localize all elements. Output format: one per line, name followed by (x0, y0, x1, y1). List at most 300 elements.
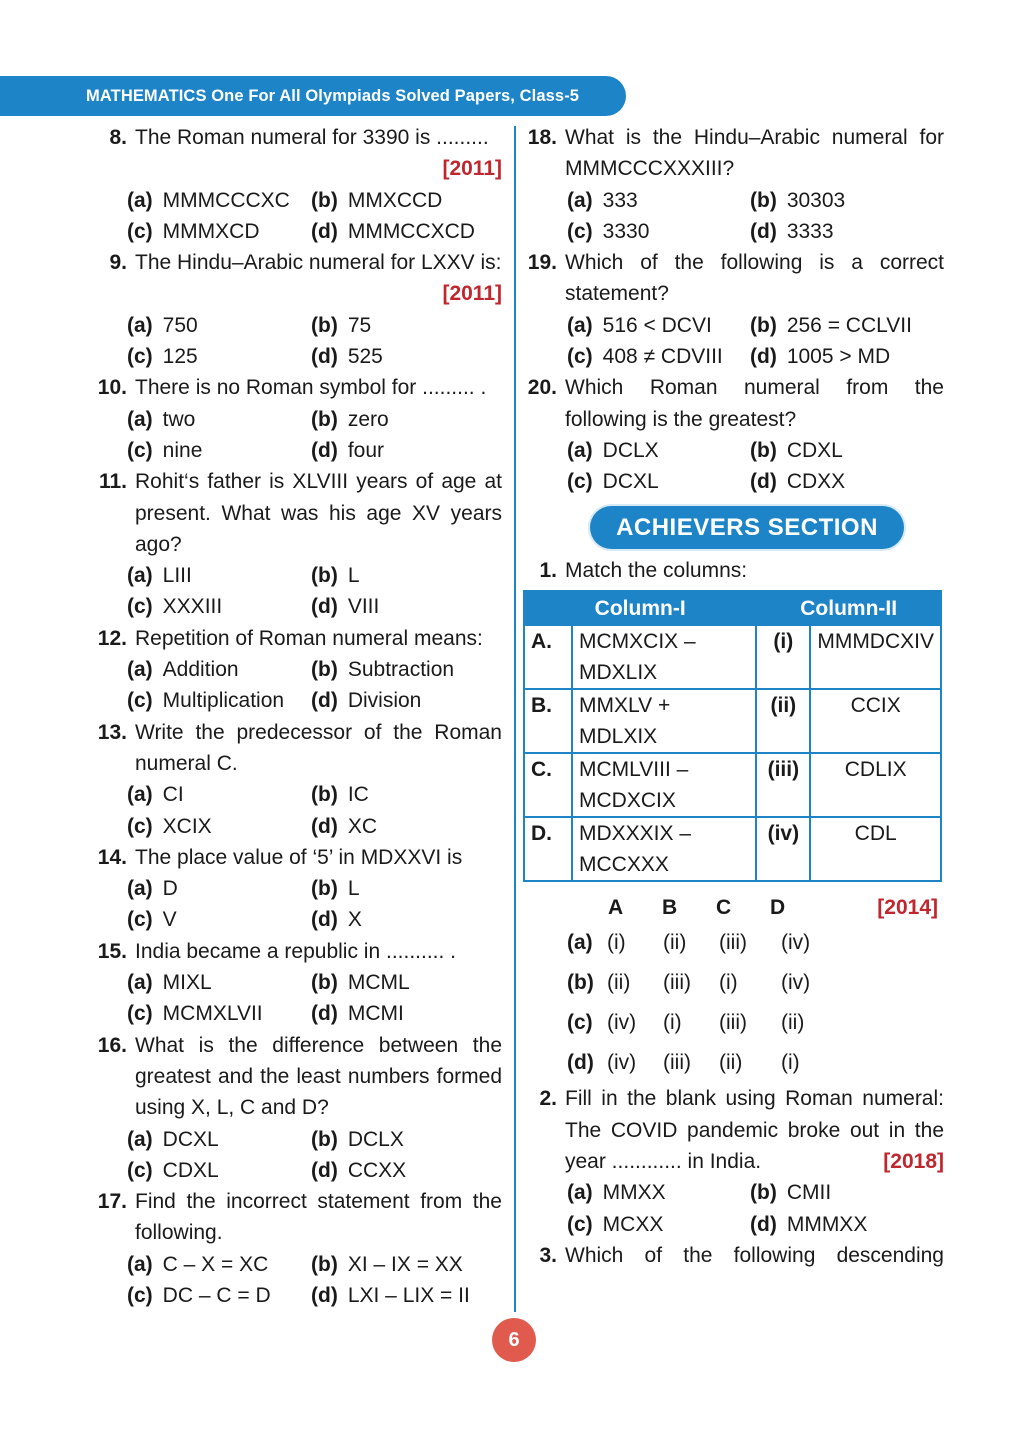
option (311, 341, 502, 372)
question-block (80, 842, 502, 936)
option (311, 1124, 502, 1155)
question-number: 11. (98, 470, 127, 494)
option (127, 404, 311, 435)
answer-value: (iii) (663, 1051, 691, 1075)
column-ii-cell: CCIX (810, 689, 941, 753)
answer-value: (iv) (607, 1051, 637, 1075)
answer-value: (ii) (607, 971, 631, 995)
option-value: CCXX (347, 1158, 407, 1182)
option (750, 435, 944, 466)
year-tag: [2018] (883, 1150, 944, 1174)
option (750, 466, 944, 497)
option-key: (a) (127, 188, 153, 212)
option-value: LIII (162, 564, 192, 588)
option-key: (a) (127, 1252, 153, 1276)
question-block (80, 466, 502, 622)
option-key: (c) (567, 345, 593, 369)
option-key: (b) (311, 313, 338, 337)
option-key: (a) (567, 1181, 593, 1205)
question-block (80, 122, 502, 247)
answer-value: (i) (719, 971, 738, 995)
option (127, 779, 311, 810)
option-key: (a) (567, 313, 593, 337)
question-stem: Write the predecessor of the Roman numeral C. (135, 720, 502, 775)
option-value: XXXIII (162, 595, 223, 619)
option-value: 30303 (786, 188, 846, 212)
option (127, 873, 311, 904)
question-block (520, 372, 944, 497)
question-row (520, 372, 944, 435)
option-key: (a) (127, 877, 153, 901)
option-key: (a) (567, 438, 593, 462)
option-key: (b) (311, 564, 338, 588)
option-value: 750 (162, 313, 198, 337)
option-key: (c) (567, 219, 593, 243)
option-key: (b) (311, 971, 338, 995)
left-column (80, 122, 502, 1311)
option-key: (c) (127, 345, 153, 369)
option-value: DCXL (162, 1127, 219, 1151)
option-value: nine (162, 438, 203, 462)
option (567, 1209, 750, 1240)
option (311, 404, 502, 435)
option (311, 779, 502, 810)
option (127, 1280, 311, 1311)
option (311, 685, 502, 716)
year-tag: [2011] (442, 157, 502, 181)
option (750, 216, 944, 247)
question-block (520, 1083, 944, 1239)
question-text (127, 122, 502, 185)
option-value: L (347, 877, 360, 901)
option-value: DCLX (347, 1127, 404, 1151)
option (311, 654, 502, 685)
question-number: 20. (527, 376, 557, 400)
option-key: (b) (311, 658, 338, 682)
option-value: IC (347, 783, 369, 807)
option-key: (a) (127, 783, 153, 807)
option-value: CI (162, 783, 184, 807)
option (127, 591, 311, 622)
option-key: (d) (311, 1002, 338, 1026)
question-row (80, 372, 502, 403)
option-key: (c) (127, 1002, 153, 1026)
option (311, 560, 502, 591)
match-row (524, 753, 941, 817)
option-value: 125 (162, 345, 198, 369)
option (750, 1209, 944, 1240)
row-letter: D. (524, 817, 572, 881)
options-grid (80, 185, 502, 248)
question-text (127, 466, 502, 560)
question-block (80, 247, 502, 372)
options-grid (520, 1177, 944, 1240)
question-text (557, 1083, 944, 1177)
option-value: MMMCCXCD (347, 219, 475, 243)
option (750, 185, 944, 216)
option-value: DC – C = D (162, 1283, 271, 1307)
column-ii-header: Column-II (756, 591, 941, 625)
question-number: 12. (97, 626, 127, 650)
options-grid (80, 404, 502, 467)
question-stem: Which of the following is a correct statement? (565, 251, 944, 306)
row-numeral: (iii) (756, 753, 810, 817)
answer-value: (ii) (781, 1011, 805, 1035)
question-row (520, 122, 944, 185)
option-value: 1005 > MD (786, 345, 891, 369)
options-grid (80, 560, 502, 623)
options-grid (520, 310, 944, 373)
column-ii-cell: MMMDCXIV (810, 625, 941, 689)
question-row (80, 1030, 502, 1124)
answer-value: (iii) (719, 931, 747, 955)
option-value: 516 < DCVI (602, 313, 712, 337)
option-key: (a) (127, 1127, 153, 1151)
question-text (557, 122, 944, 185)
option-value: MMMXX (786, 1212, 868, 1236)
option (750, 1177, 944, 1208)
option-key: (b) (750, 188, 777, 212)
option (311, 310, 502, 341)
question-stem: The Hindu–Arabic numeral for LXXV is: (135, 251, 502, 275)
answer-value: (i) (663, 1011, 682, 1035)
option-key: (d) (311, 1158, 338, 1182)
option (567, 310, 750, 341)
option-key: (c) (127, 438, 153, 462)
question-number: 3. (539, 1243, 557, 1267)
option (311, 435, 502, 466)
option-key: (d) (750, 345, 777, 369)
option-value: MMXX (602, 1181, 666, 1205)
question-row (80, 936, 502, 967)
option-key: (b) (750, 438, 777, 462)
question-text (127, 1030, 502, 1124)
option-key: (c) (567, 1011, 593, 1035)
option (311, 904, 502, 935)
question-number: 17. (97, 1190, 127, 1214)
question-number: 13. (97, 720, 127, 744)
option-value: two (162, 407, 196, 431)
answer-column-label: D (770, 896, 786, 920)
option (127, 811, 311, 842)
question-number: 14. (97, 845, 127, 869)
answer-column-label: A (608, 896, 624, 920)
option-key: (b) (311, 1252, 338, 1276)
row-numeral: (iv) (756, 817, 810, 881)
option (311, 591, 502, 622)
option (127, 185, 311, 216)
answer-value: (i) (781, 1051, 800, 1075)
question-row (80, 247, 502, 310)
column-i-header: Column-I (524, 591, 756, 625)
option-value: MCMI (347, 1002, 404, 1026)
question-number: 16. (97, 1033, 127, 1057)
option (567, 435, 750, 466)
question-stem: Repetition of Roman numeral means: (135, 626, 483, 650)
option-key: (d) (750, 1212, 777, 1236)
option-value: MIXL (162, 971, 212, 995)
question-stem: Which Roman numeral from the following is the greatest? (565, 376, 944, 431)
question-text: Match the columns: (565, 558, 748, 582)
option-key: (d) (311, 345, 338, 369)
option-key: (b) (311, 407, 338, 431)
answer-option-row (520, 1003, 944, 1043)
header-bar (0, 76, 626, 116)
option (127, 998, 311, 1029)
option-key: (c) (127, 689, 153, 713)
option-key: (a) (127, 971, 153, 995)
option (127, 685, 311, 716)
option (750, 341, 944, 372)
option-key: (c) (127, 908, 153, 932)
option-key: (d) (567, 1051, 594, 1075)
options-grid (80, 310, 502, 373)
option (311, 1155, 502, 1186)
question-stem: India became a republic in .......... . (135, 939, 456, 963)
option-key: (c) (567, 1212, 593, 1236)
option (567, 466, 750, 497)
column-i-cell: MMXLV + MDLXIX (572, 689, 756, 753)
option-value: C – X = XC (162, 1252, 269, 1276)
option-value: DCLX (602, 438, 659, 462)
option (567, 341, 750, 372)
option-key: (d) (311, 219, 338, 243)
option-value: XCIX (162, 814, 212, 838)
option-value: MCMXLVII (162, 1002, 263, 1026)
answer-value: (ii) (719, 1051, 743, 1075)
option-key: (d) (750, 219, 777, 243)
question-row (80, 466, 502, 560)
option (567, 1177, 750, 1208)
option-value: Multiplication (162, 689, 285, 713)
column-ii-cell: CDLIX (810, 753, 941, 817)
option-value: XC (347, 814, 378, 838)
option (127, 341, 311, 372)
option-value: CDXL (162, 1158, 219, 1182)
match-row (524, 817, 941, 881)
column-i-cell: MCMLVIII – MCDXCIX (572, 753, 756, 817)
option-key: (d) (311, 689, 338, 713)
question-block (80, 1186, 502, 1311)
option-value: 408 ≠ CDVIII (602, 345, 723, 369)
right-column (520, 122, 944, 1271)
question-stem: There is no Roman symbol for ......... . (135, 376, 487, 400)
question-row (520, 247, 944, 310)
option-key: (d) (311, 814, 338, 838)
question-text (127, 936, 502, 967)
option-value: LXI – LIX = II (347, 1283, 470, 1307)
option-value: MCML (347, 971, 410, 995)
question-block (520, 122, 944, 247)
year-tag: [2014] (877, 896, 938, 920)
question-number: 8. (109, 126, 127, 149)
options-grid (80, 967, 502, 1030)
options-grid (80, 873, 502, 936)
option-key: (a) (127, 564, 153, 588)
answer-value: (iii) (719, 1011, 747, 1035)
option (311, 967, 502, 998)
answer-value: (iv) (781, 931, 811, 955)
option-key: (a) (127, 407, 153, 431)
option-key: (b) (750, 1181, 777, 1205)
question-row (520, 1240, 944, 1271)
option-value: V (162, 908, 177, 932)
question-number: 10. (97, 376, 127, 400)
year-tag: [2011] (442, 282, 502, 306)
question-block (80, 1030, 502, 1186)
answer-header (520, 892, 944, 923)
option-key: (c) (127, 595, 153, 619)
option-value: 3330 (602, 219, 650, 243)
option (311, 873, 502, 904)
match-row (524, 689, 941, 753)
option (311, 1280, 502, 1311)
option (750, 310, 944, 341)
option-value: MMMXCD (162, 219, 260, 243)
answer-value: (iv) (781, 971, 811, 995)
question-text (127, 623, 502, 654)
option-key: (b) (750, 313, 777, 337)
option-value: CDXX (786, 470, 846, 494)
option-key: (a) (567, 188, 593, 212)
question-block (80, 936, 502, 1030)
option-key: (b) (311, 1127, 338, 1151)
answer-value: (ii) (663, 931, 687, 955)
question-block (520, 247, 944, 372)
option (567, 185, 750, 216)
option (311, 1249, 502, 1280)
option (127, 1155, 311, 1186)
option-key: (d) (311, 1283, 338, 1307)
header-title: MATHEMATICS One For All Olympiads Solved Papers, Class-5 (86, 86, 580, 105)
option (127, 1249, 311, 1280)
option-value: four (347, 438, 385, 462)
question-row (80, 842, 502, 873)
option (311, 216, 502, 247)
option-key: (c) (127, 1283, 153, 1307)
question-number: 19. (527, 251, 557, 275)
question-number: 15. (97, 939, 127, 963)
answer-option-row (520, 923, 944, 963)
option-key: (d) (750, 470, 777, 494)
question-number: 1. (539, 558, 557, 582)
row-numeral: (i) (756, 625, 810, 689)
option-key: (b) (567, 971, 594, 995)
question-block (80, 372, 502, 466)
option (127, 560, 311, 591)
option (127, 216, 311, 247)
option-key: (d) (311, 438, 338, 462)
option-value: Division (347, 689, 422, 713)
option (127, 904, 311, 935)
question-text (127, 247, 502, 310)
question-stem: Fill in the blank using Roman numeral: The COVID pandemic broke out in the year ............ in India. (565, 1087, 944, 1174)
question-text: Which of the following descending (565, 1243, 944, 1267)
options-grid (80, 654, 502, 717)
answer-value: (iv) (607, 1011, 637, 1035)
option-key: (a) (567, 931, 593, 955)
option-value: CMII (786, 1181, 832, 1205)
option-value: VIII (347, 595, 380, 619)
question-stem: What is the Hindu–Arabic numeral for MMMCCCXXXIII? (565, 126, 944, 181)
option (127, 435, 311, 466)
option-value: 256 = CCLVII (786, 313, 912, 337)
column-ii-cell: CDL (810, 817, 941, 881)
option-value: XI – IX = XX (347, 1252, 463, 1276)
option-value: MMMCCCXC (162, 188, 290, 212)
answer-value: (i) (607, 931, 626, 955)
row-letter: A. (524, 625, 572, 689)
option-value: 3333 (786, 219, 834, 243)
question-block (80, 717, 502, 842)
option-value: MCXX (602, 1212, 664, 1236)
option-value: X (347, 908, 362, 932)
question-number: 2. (539, 1087, 557, 1111)
options-grid (80, 1249, 502, 1312)
option-key: (b) (311, 783, 338, 807)
match-table (523, 590, 942, 882)
question-text (127, 1186, 502, 1249)
options-grid (80, 1124, 502, 1187)
question-stem: The Roman numeral for 3390 is ......... (135, 126, 489, 149)
option-value: Addition (162, 658, 239, 682)
option-key: (a) (127, 658, 153, 682)
option-value: Subtraction (347, 658, 455, 682)
row-letter: B. (524, 689, 572, 753)
question-text (127, 717, 502, 780)
option (127, 310, 311, 341)
column-divider (514, 126, 516, 1312)
question-stem: Rohit‘s father is XLVIII years of age at present. What was his age XV years ago? (135, 470, 502, 556)
option-value: MMXCCD (347, 188, 443, 212)
question-row (80, 1186, 502, 1249)
option (311, 185, 502, 216)
column-i-cell: MCMXCIX – MDXLIX (572, 625, 756, 689)
option-key: (c) (127, 219, 153, 243)
row-letter: C. (524, 753, 572, 817)
option (127, 967, 311, 998)
question-stem: What is the difference between the greatest and the least numbers formed using X, L, C and D? (135, 1033, 502, 1120)
option-value: zero (347, 407, 389, 431)
question-number: 18. (527, 126, 557, 149)
question-row (80, 717, 502, 780)
options-grid (80, 779, 502, 842)
options-grid (520, 185, 944, 248)
achievers-section-title: ACHIEVERS SECTION (590, 506, 904, 549)
column-i-cell: MDXXXIX – MCCXXX (572, 817, 756, 881)
option (567, 216, 750, 247)
question-row (520, 1083, 944, 1177)
option-value: 75 (347, 313, 372, 337)
option-key: (d) (311, 595, 338, 619)
question-row (520, 555, 944, 586)
option-key: (b) (311, 188, 338, 212)
question-text (557, 372, 944, 435)
option-value: 333 (602, 188, 638, 212)
answer-option-row (520, 963, 944, 1003)
row-numeral: (ii) (756, 689, 810, 753)
option-value: 525 (347, 345, 383, 369)
answer-value: (iii) (663, 971, 691, 995)
options-grid (520, 435, 944, 498)
answer-column-label: C (716, 896, 732, 920)
question-stem: Find the incorrect statement from the following. (135, 1190, 502, 1245)
option-value: D (162, 877, 178, 901)
question-row (80, 623, 502, 654)
option-key: (c) (127, 814, 153, 838)
option (311, 811, 502, 842)
answer-option-row (520, 1043, 944, 1083)
